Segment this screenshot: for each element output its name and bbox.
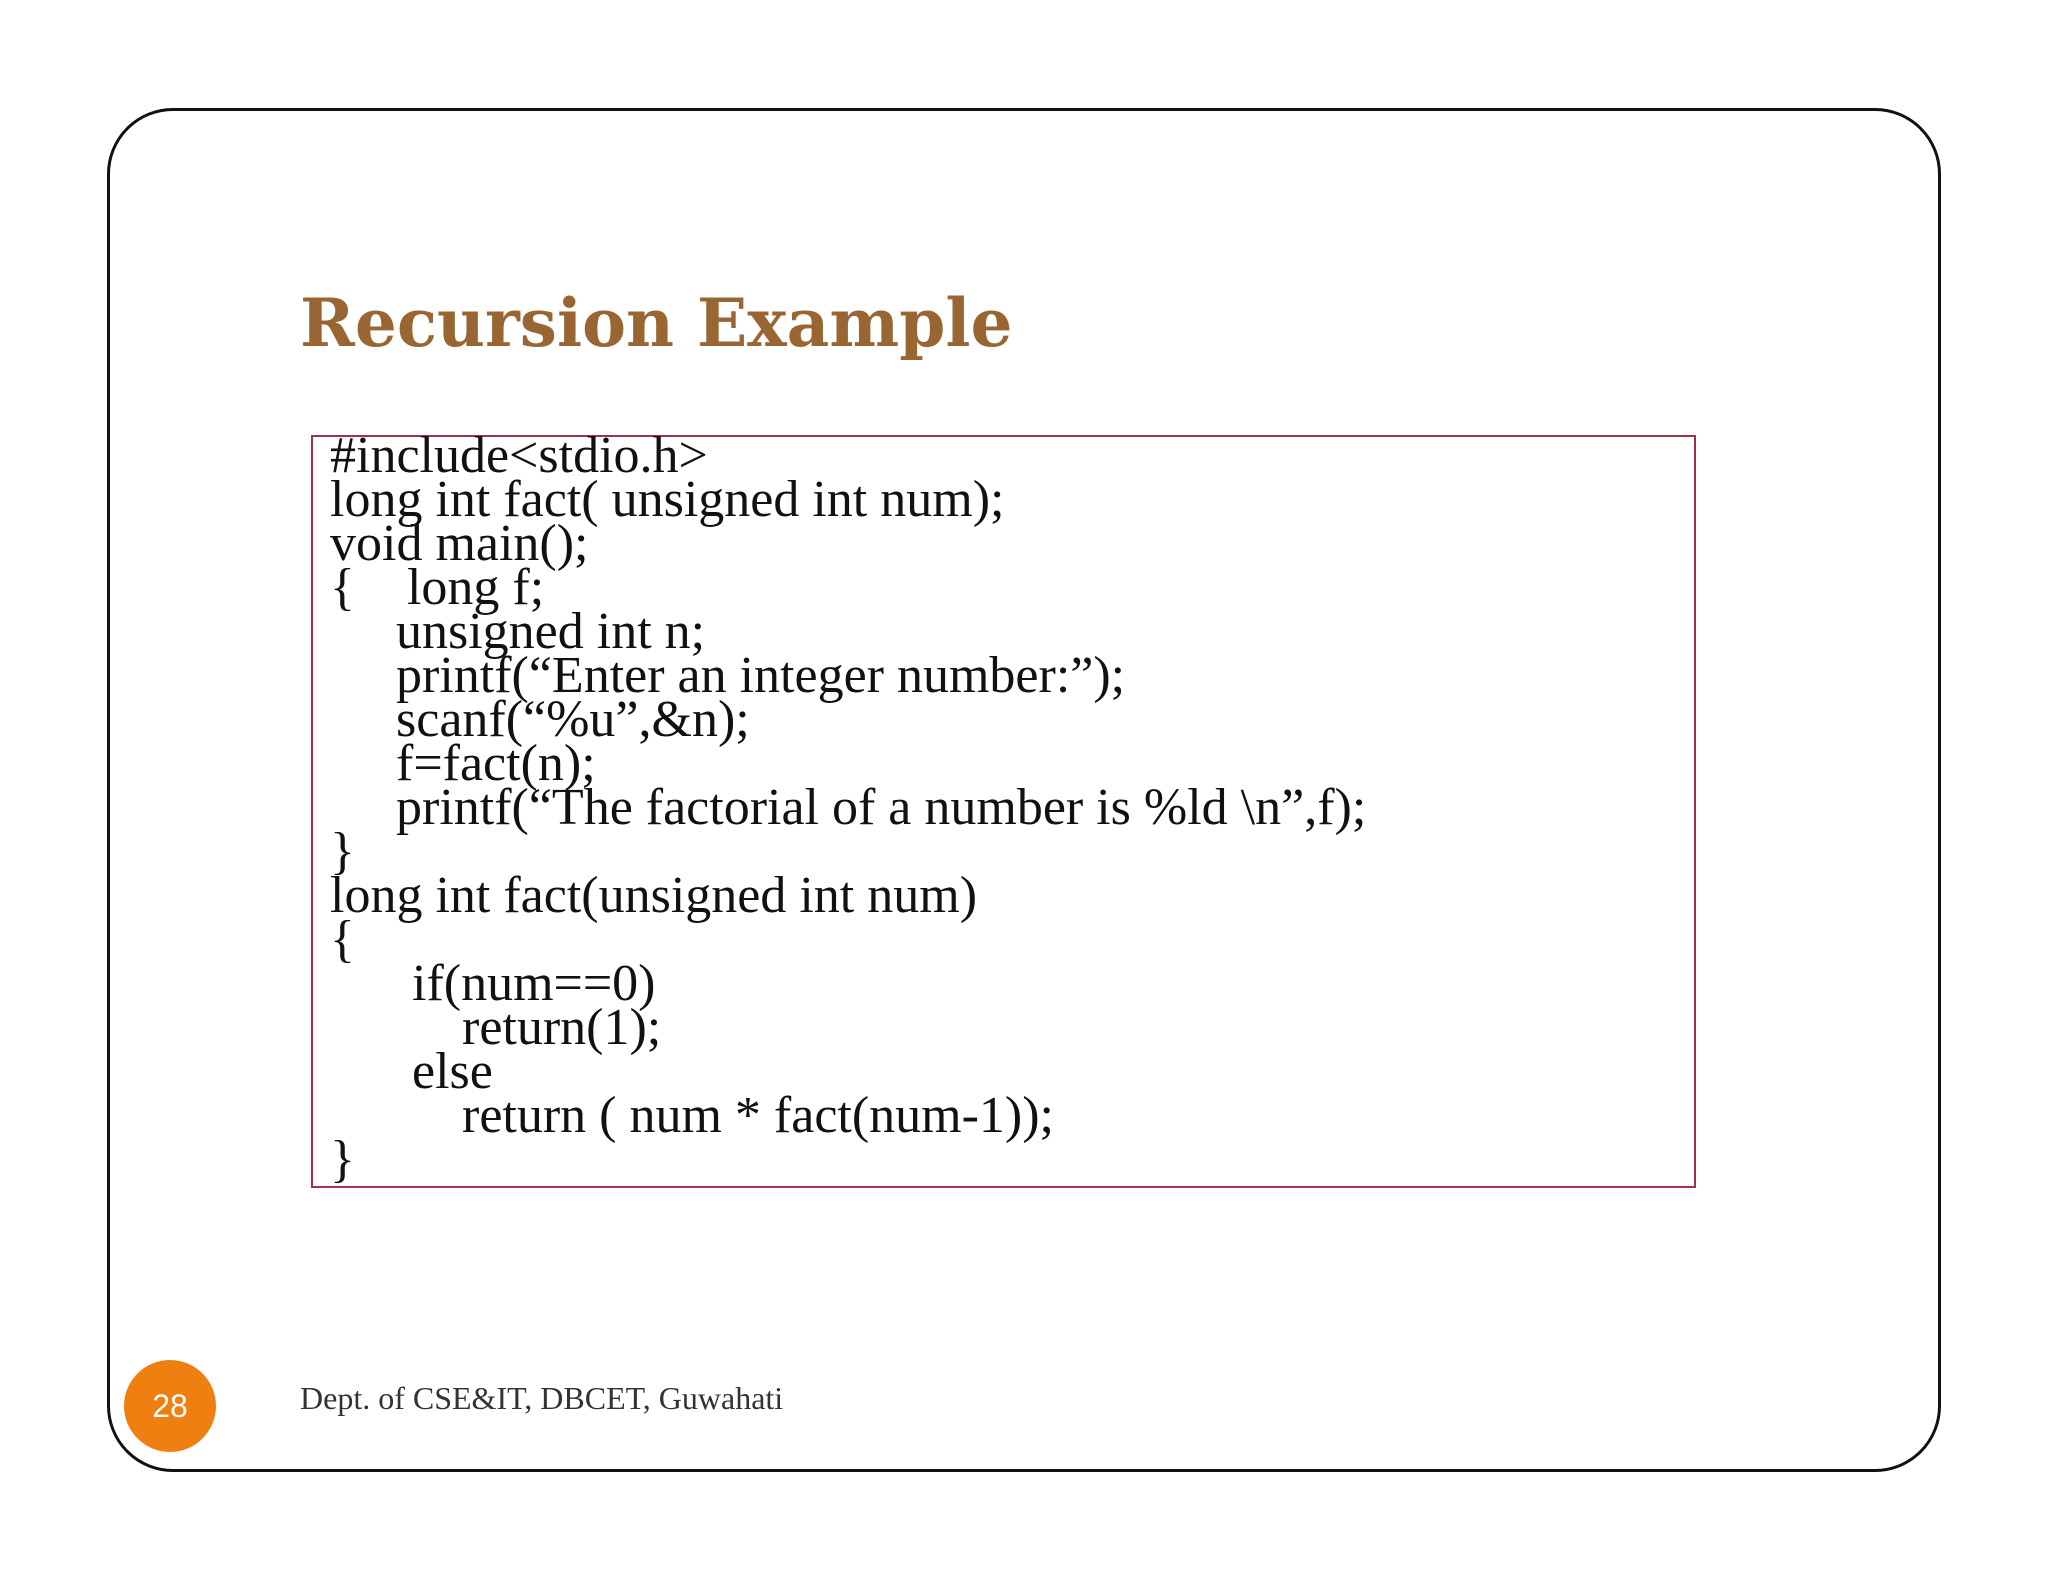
code-line: { long f; <box>330 559 545 616</box>
code-line: printf(“The factorial of a number is %ld \n”,f); <box>396 779 1367 836</box>
code-line: f=fact(n); <box>396 735 596 792</box>
page-number: 28 <box>152 1387 188 1424</box>
page-number-badge <box>124 1360 216 1452</box>
code-line: return(1); <box>462 999 662 1056</box>
code-line: if(num==0) <box>412 955 656 1012</box>
code-line: long int fact( unsigned int num); <box>330 471 1005 528</box>
code-line: scanf(“%u”,&n); <box>396 691 750 748</box>
code-line: { <box>330 911 355 968</box>
code-line: else <box>412 1043 493 1100</box>
code-line: return ( num * fact(num-1)); <box>462 1087 1055 1144</box>
code-line: } <box>330 823 355 880</box>
code-line: } <box>330 1131 355 1188</box>
footer-department: Dept. of CSE&IT, DBCET, Guwahati <box>300 1380 784 1416</box>
slide-title: Recursion Example <box>300 284 1013 362</box>
code-line: #include<stdio.h> <box>330 427 708 484</box>
code-line: unsigned int n; <box>396 603 706 660</box>
code-line: printf(“Enter an integer number:”); <box>396 647 1126 704</box>
code-line: void main(); <box>330 515 589 572</box>
code-line: long int fact(unsigned int num) <box>330 867 978 924</box>
